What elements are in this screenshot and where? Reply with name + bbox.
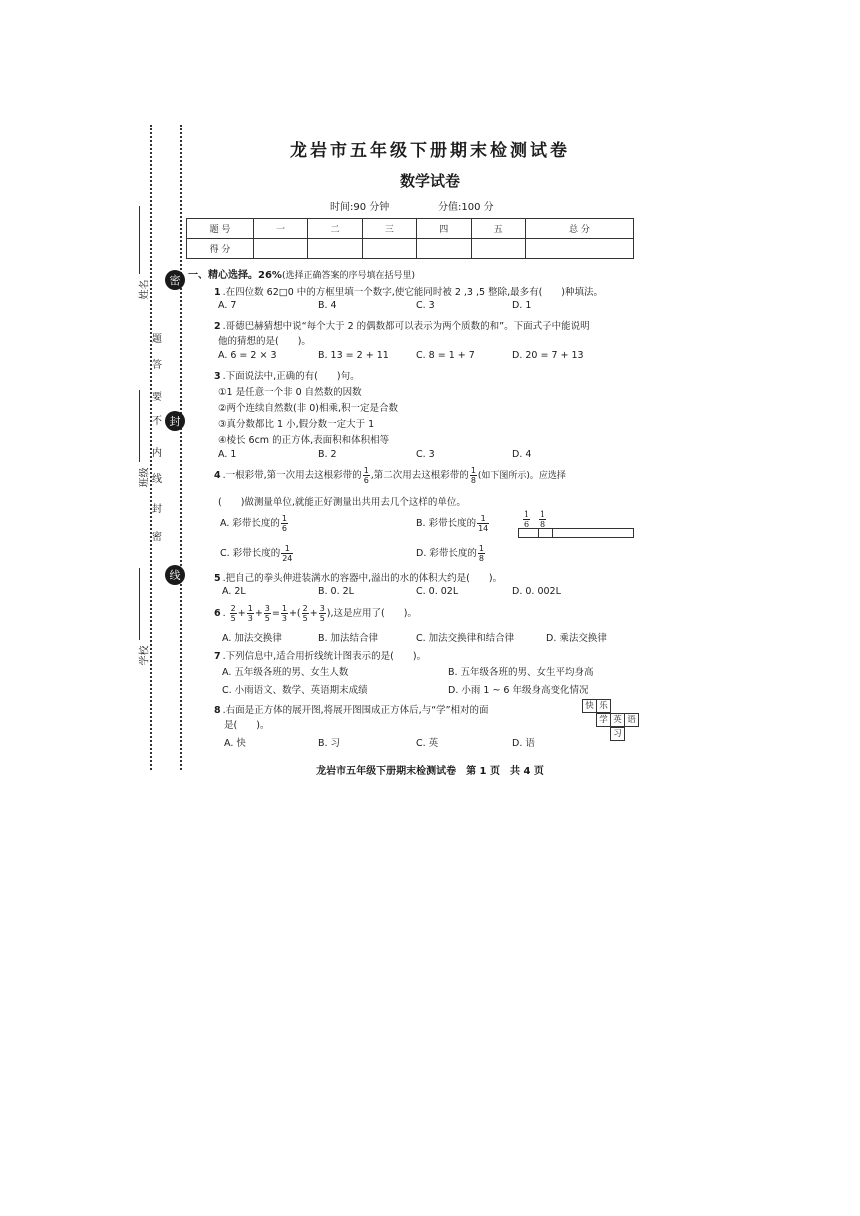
option[interactable]: D. 4 [512,449,532,460]
score-cell: 四 [417,219,471,239]
net-cell: 快 [582,699,597,713]
exam-subtitle: 数学试卷 [399,172,460,190]
section-note: (选择正确答案的序号填在括号里) [281,271,415,281]
margin-warning-char: 线 [152,474,162,485]
question-number: 4 [214,470,221,481]
question-number: 3 [214,371,221,382]
numerator: 1 [363,466,369,475]
option[interactable]: B. 13 = 2 + 11 [318,350,389,361]
margin-warning-char: 不 [152,416,162,427]
question-number: 5 [214,573,221,584]
score-cell: 二 [308,219,362,239]
question-text: ,这是应用了( )。 [330,608,417,619]
option-label: C. [220,548,230,559]
option[interactable] [220,544,294,563]
option[interactable] [416,514,490,533]
score-cell: 得 分 [187,239,254,259]
fraction [478,544,485,563]
question-text: 在四位数 62□0 中的方框里填一个数字,使它能同时被 2 ,3 ,5 整除,最多有( )种填法。 [225,287,604,298]
question-5: 5 .把自己的拳头伸进装满水的容器中,溢出的水的体积大约是( )。 [214,573,503,584]
ribbon-diagram [518,528,634,538]
score-cell: 一 [254,219,308,239]
ribbon-cut [538,529,539,537]
denominator: 8 [540,520,546,529]
score-input-cell[interactable] [254,239,308,259]
score-cell: 总 分 [525,219,633,239]
option[interactable]: A. 6 = 2 × 3 [218,350,277,361]
margin-warning-char: 内 [152,448,162,459]
option[interactable]: B. 五年级各班的男、女生平均身高 [448,667,594,678]
score-cell: 题 号 [187,219,254,239]
option[interactable]: B. 2 [318,449,337,460]
option[interactable]: D. 0. 002L [512,586,561,597]
question-number: 1 [214,287,221,298]
option[interactable]: C. 小雨语文、数学、英语期末成绩 [222,685,368,696]
section-heading [188,266,415,281]
section-title: 一、精心选择。26% [188,270,282,281]
option[interactable]: D. 乘法交换律 [546,633,607,644]
net-cell: 乐 [596,699,611,713]
fraction [523,510,530,529]
exam-score: 分值:100 分 [438,202,494,213]
school-blank [139,568,140,640]
option[interactable]: C. 0. 02L [416,586,459,597]
fraction [470,466,477,485]
option[interactable]: C. 加法交换律和结合律 [416,633,515,644]
question-number: 6 [214,608,221,619]
net-cell: 语 [624,713,639,727]
seal-mark-xian: 线 [165,565,185,585]
equation: $\frac{2}{5}$ + $\frac{1}{3}$ + $\frac{3}{5}$ = $\frac{1}{3}$ +( $\frac{2}{5}$ + $\frac{3}{5}$ ) [230,604,331,623]
class-blank [139,390,140,462]
denominator: 6 [524,520,530,529]
option[interactable]: D. 1 [512,300,532,311]
numerator: 1 [470,466,476,475]
option[interactable]: A. 快 [224,738,246,749]
page-footer: 龙岩市五年级下册期末检测试卷 第 1 页 共 4 页 [316,766,544,777]
option-text: 彩带长度的 [429,548,477,559]
option-text: 彩带长度的 [232,548,281,559]
option[interactable]: C. 3 [416,449,435,460]
question-text: 右面是正方体的展开图,将展开图围成正方体后,与“学”相对的面 [225,705,489,716]
option[interactable]: D. 小雨 1 ~ 6 年级身高变化情况 [448,685,589,696]
question-4: 4 .一根彩带,第一次用去这根彩带的 $\frac{1}{6}$ ,第二次用去这根彩带的 $\frac{1}{8}$ (如下图所示)。应选择 [214,466,566,485]
option-label: B. [416,518,426,529]
statement: ②两个连续自然数(非 0)相乘,积一定是合数 [218,403,399,414]
score-input-cell[interactable] [308,239,362,259]
question-number: 2 [214,321,221,332]
option-text: 彩带长度的 [232,518,280,529]
margin-warning-char: 题 [152,334,162,345]
margin-warning-char: 密 [152,532,162,543]
score-input-cell[interactable] [362,239,416,259]
option[interactable]: A. 五年级各班的男、女生人数 [222,667,349,678]
seal-mark-mi: 密 [165,270,185,290]
numerator: 1 [478,544,484,553]
option[interactable]: B. 0. 2L [318,586,354,597]
question-text: (如下图所示)。应选择 [477,471,566,481]
inner-dotted-line [180,125,182,770]
statement: ③真分数都比 1 小,假分数一定大于 1 [218,419,375,430]
option[interactable] [220,514,289,533]
option-text: 彩带长度的 [428,518,477,529]
question-text: 一根彩带,第一次用去这根彩带的 [225,470,362,481]
margin-warning-char: 要 [152,392,162,403]
question-number: 7 [214,651,221,662]
denominator: 6 [363,476,369,485]
fraction [539,510,546,529]
exam-time: 时间:90 分钟 [330,202,390,213]
denominator: 8 [478,554,484,563]
question-text: 下列信息中,适合用折线统计图表示的是( )。 [225,651,427,662]
question-text: 把自己的拳头伸进装满水的容器中,溢出的水的体积大约是( )。 [225,573,503,584]
margin-warning-char: 答 [152,360,162,371]
question-4-cont: ( )做测量单位,就能正好测量出共用去几个这样的单位。 [218,497,466,508]
ribbon-cut [552,529,553,537]
question-1: 1 .在四位数 62□0 中的方框里填一个数字,使它能同时被 2 ,3 ,5 整除,最多有( )种填法。 [214,287,604,298]
option[interactable]: C. 8 = 1 + 7 [416,350,475,361]
numerator: 1 [281,544,293,554]
question-number: 8 [214,705,221,716]
question-text: ,第二次用去这根彩带的 [370,470,469,481]
score-cell: 五 [471,219,525,239]
fraction [281,544,293,563]
score-table-score-row [187,239,634,259]
numerator: 1 [524,510,530,519]
question-8-cont: 是( )。 [224,720,270,731]
question-text: 下面说法中,正确的有( )句。 [225,371,360,382]
question-8: 8 .右面是正方体的展开图,将展开图围成正方体后,与“学”相对的面 [214,705,489,716]
statement: ①1 是任意一个非 0 自然数的因数 [218,387,362,398]
option[interactable]: D. 20 = 7 + 13 [512,350,584,361]
option-label: D. [416,548,427,559]
option[interactable] [416,544,486,563]
net-cell: 学 [596,713,611,727]
question-3: 3 .下面说法中,正确的有( )句。 [214,371,360,382]
fraction [477,514,489,533]
numerator: 1 [281,514,287,523]
option[interactable]: A. 加法交换律 [222,633,282,644]
score-cell: 三 [362,219,416,239]
name-label: 姓名 [139,279,151,300]
fraction [363,466,370,485]
score-input-cell[interactable] [525,239,633,259]
question-2: 2 .哥德巴赫猜想中说“每个大于 2 的偶数都可以表示为两个质数的和”。下面式子中能说明 [214,321,590,332]
option-label: A. [220,518,230,529]
option[interactable]: A. 2L [222,586,246,597]
question-6: 6 . $\frac{2}{5}$ + $\frac{1}{3}$ + $\frac{3}{5}$ = $\frac{1}{3}$ +( $\frac{2}{5}$ + $\frac{3}{5}$ ),这是应用了( )。 [214,604,417,623]
option[interactable]: B. 4 [318,300,337,311]
denominator: 24 [282,554,293,563]
score-table-header-row [187,219,634,239]
denominator: 6 [281,524,287,533]
net-cell: 英 [610,713,625,727]
option[interactable]: C. 英 [416,738,439,749]
ribbon-label-one-sixth [522,509,531,529]
question-7: 7 .下列信息中,适合用折线统计图表示的是( )。 [214,651,427,662]
numerator: 1 [477,514,489,524]
option[interactable]: A. 7 [218,300,237,311]
name-blank [139,206,140,274]
question-text: 哥德巴赫猜想中说“每个大于 2 的偶数都可以表示为两个质数的和”。下面式子中能说明 [225,321,590,332]
fraction [281,514,288,533]
margin-warning-char: 封 [152,504,162,515]
denominator: 14 [478,524,489,533]
option[interactable]: B. 加法结合律 [318,633,379,644]
statement: ④棱长 6cm 的正方体,表面积和体积相等 [218,435,390,446]
score-input-cell[interactable] [471,239,525,259]
seal-mark-feng: 封 [165,411,185,431]
option[interactable]: B. 习 [318,738,341,749]
denominator: 8 [470,476,476,485]
question-2-cont: 他的猜想的是( )。 [218,336,311,347]
score-table [186,218,634,259]
school-label: 学校 [139,645,151,666]
score-input-cell[interactable] [417,239,471,259]
option[interactable]: C. 3 [416,300,435,311]
ribbon-label-one-eighth [538,509,547,529]
exam-title: 龙岩市五年级下册期末检测试卷 [290,141,570,161]
option[interactable]: A. 1 [218,449,237,460]
option[interactable]: D. 语 [512,738,535,749]
class-label: 班级 [139,467,151,488]
net-cell: 习 [610,727,625,741]
numerator: 1 [540,510,546,519]
